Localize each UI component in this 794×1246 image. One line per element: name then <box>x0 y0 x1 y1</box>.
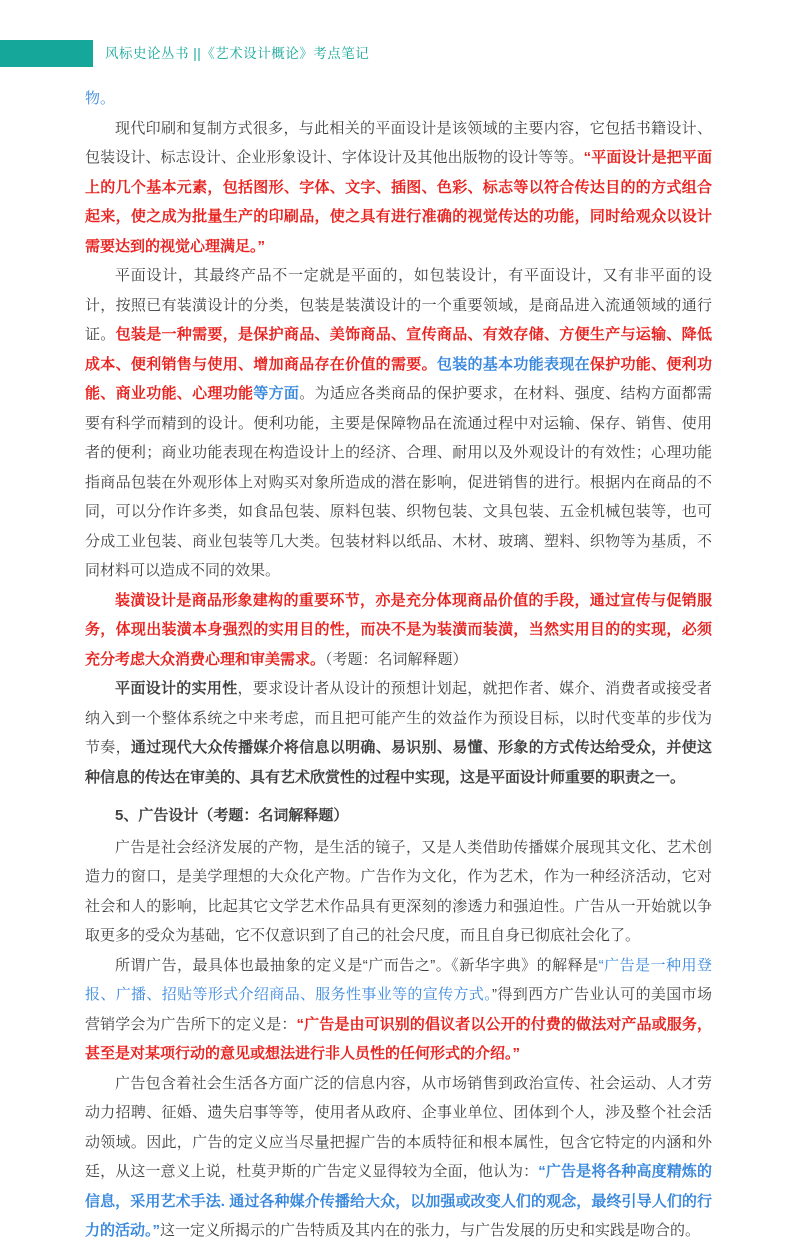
text-run: 保护功能、便利功能、商业功能、心理功能 <box>85 355 712 402</box>
paragraph-ad-definitions <box>85 951 712 1069</box>
text-run: ，要求设计者从设计的预想计划起，就把作者、媒介、消费者或接受者纳入到一个整体系统之中来考虑，而且把可能产生的效益作为预设目标，以时代变革的步伐为节奏， <box>85 680 712 756</box>
text-run: 广告包含着社会生活各方面广泛的信息内容，从市场销售到政治宣传、社会运动、人才劳动力招聘、征婚、遗失启事等等，使用者从政府、企事业单位、团体到个人，涉及整个社会活动领域。因此，广告的定义应当尽量把握广告的本质特征和根本属性，包含它特定的内涵和外廷，从这一意义上说，杜莫尹斯的广告定义显得较为全面，他认为： <box>85 1074 712 1180</box>
paragraph-ad-scope <box>85 1069 712 1246</box>
text-run: 平面设计的实用性 <box>115 680 238 697</box>
page-header <box>0 40 794 68</box>
text-run: 包装的基本功能表现在 <box>436 355 590 373</box>
text-run: 所谓广告，最具体也最抽象的定义是“广而告之”。《新华字典》的解释是 <box>115 956 599 974</box>
paragraph-continuation <box>85 84 712 114</box>
text-run: 。为适应各类商品的保护要求，在材料、强度、结构方面都需要有科学而精到的设计。便利功能，主要是保障物品在流通过程中对运输、保存、销售、使用者的便利；商业功能表现在构造设计上的经济、合理、耐用以及外观设计的有效性；心理功能指商品包装在外观形体上对购买对象所造成的潜在影响，促进销售的进行。根据内在商品的不同，可以分作许多类，如食品包装、原料包装、织物包装、文具包装、五金机械包装等，也可分成工业包装、商业包装等几大类。包装材料以纸品、木材、玻璃、塑料、织物等为基质，不同材料可以造成不同的效果。 <box>85 385 712 579</box>
text-run: ”得到西方广告业认可的美国市场营销学会为广告所下的定义是： <box>85 986 712 1033</box>
page-header-title: 风标史论丛书 ||《艺术设计概论》考点笔记 <box>105 46 370 61</box>
paragraph-packaging <box>85 261 712 586</box>
text-run: “广告是由可识别的倡议者以公开的付费的做法对产品或服务，甚至是对某项行动的意见或想法进行非人员性的任何形式的介绍。” <box>85 1015 712 1062</box>
text-run: “广告是一种用登报、广播、招贴等形式介绍商品、服务性事业等的宣传方式。 <box>85 956 713 1003</box>
text-run: 包装是一种需要，是保护商品、美饰商品、宣传商品、有效存储、方便生产与运输、降低成本、便利销售与使用、增加商品存在价值的需要。 <box>85 326 712 373</box>
text-run: 广告是社会经济发展的产物，是生活的镜子，又是人类借助传播媒介展现其文化、艺术创造力的窗口，是美学理想的大众化产物。广告作为文化，作为艺术，作为一种经济活动，它对社会和人的影响，比起其它文学艺术作品具有更深刻的渗透力和强迫性。广告从一开始就以争取更多的受众为基础，它不仅意识到了自己的社会尺度，而且自身已彻底社会化了。 <box>85 838 712 944</box>
paragraph-decoration-design <box>85 586 712 675</box>
text-run: 物。 <box>85 90 116 107</box>
text-run: 5、广告设计（考题：名词解释题） <box>115 807 349 824</box>
section-heading-ad-design <box>85 801 712 831</box>
text-run: “广告是将各种高度精炼的信息，采用艺术手法. 通过各种媒介传播给大众，以加强或改变人们的观念，最终引导人们的行力的活动。” <box>85 1163 712 1239</box>
text-run: 装潢设计是商品形象建构的重要环节，亦是充分体现商品价值的手段，通过宣传与促销服务，体现出装潢本身强烈的实用目的性，而决不是为装潢而装潢，当然实用目的的实现，必须充分考虑大众消费心理和审美需求。 <box>85 591 712 668</box>
text-run: “平面设计是把平面上的几个基本元素，包括图形、字体、文字、插图、色彩、标志等以符合传达目的的方式组合起来，使之成为批量生产的印刷品，使之具有进行准确的视觉传达的功能，同时给观众以设计需要达到的视觉心理满足。” <box>85 149 712 255</box>
text-run: （考题：名词解释题） <box>325 650 468 668</box>
paragraph-ad-overview <box>85 833 712 951</box>
text-run: 通过现代大众传播媒介将信息以明确、易识别、易懂、形象的方式传达给受众，并使这种信息的传达在审美的、具有艺术欣赏性的过程中实现，这是平面设计师重要的职责之一。 <box>85 739 712 786</box>
text-run: 等方面 <box>253 385 300 402</box>
text-run: 这一定义所揭示的广告特质及其内在的张力，与广告发展的历史和实践是吻合的。 <box>160 1222 701 1239</box>
paragraph-graphic-design-intro <box>85 114 712 262</box>
paragraph-practicality <box>85 674 712 792</box>
header-accent-bar <box>0 40 93 67</box>
text-run: 平面设计，其最终产品不一定就是平面的，如包装设计，有平面设计，又有非平面的设计，按照已有装潢设计的分类，包装是装潢设计的一个重要领域，是商品进入流通领域的通行证。 <box>85 267 712 343</box>
document-body <box>85 84 712 1246</box>
text-run: 现代印刷和复制方式很多，与此相关的平面设计是该领域的主要内容，它包括书籍设计、包装设计、标志设计、企业形象设计、字体设计及其他出版物的设计等等。 <box>85 119 712 166</box>
